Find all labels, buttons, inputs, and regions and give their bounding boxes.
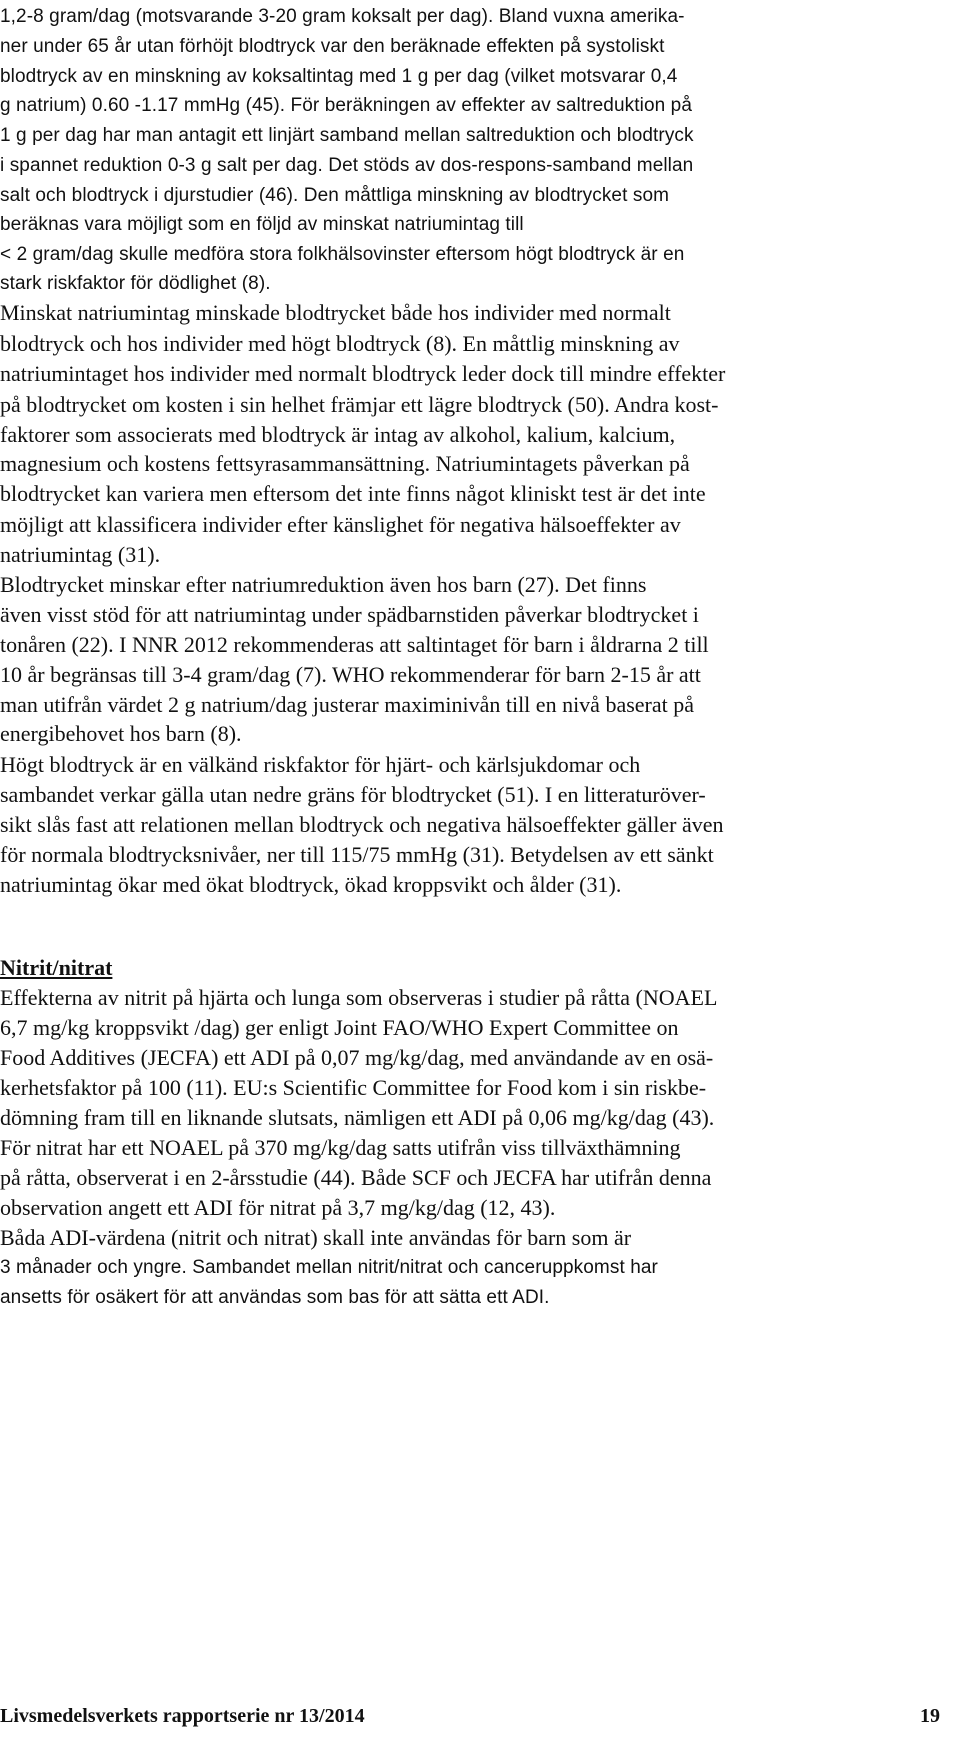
- text-line: g natrium) 0.60 -1.17 mmHg (45). För beräkningen av effekter av saltreduktion på: [0, 95, 692, 116]
- section-heading: Nitrit/nitrat: [0, 955, 113, 980]
- text-line: 3 månader och yngre. Sambandet mellan nitrit/nitrat och canceruppkomst har: [0, 1257, 658, 1278]
- text-line: på råtta, observerat i en 2-årsstudie (44). Både SCF och JECFA har utifrån denna: [0, 1165, 712, 1190]
- text-line: För nitrat har ett NOAEL på 370 mg/kg/dag satts utifrån viss tillväxthämning: [0, 1135, 681, 1160]
- text-line: 6,7 mg/kg kroppsvikt /dag) ger enligt Joint FAO/WHO Expert Committee on: [0, 1015, 679, 1040]
- text-line: blodtryck av en minskning av koksaltintag med 1 g per dag (vilket motsvarar 0,4: [0, 66, 678, 87]
- text-line: Blodtrycket minskar efter natriumreduktion även hos barn (27). Det finns: [0, 572, 647, 597]
- text-line: även visst stöd för att natriumintag under spädbarnstiden påverkar blodtrycket i: [0, 602, 699, 627]
- text-line: möjligt att klassificera individer efter känslighet för negativa hälsoeffekter av: [0, 512, 681, 537]
- text-line: < 2 gram/dag skulle medföra stora folkhälsovinster eftersom högt blodtryck är en: [0, 244, 685, 265]
- text-line: Effekterna av nitrit på hjärta och lunga som observeras i studier på råtta (NOAEL: [0, 985, 718, 1010]
- text-line: 1,2-8 gram/dag (motsvarande 3-20 gram koksalt per dag). Bland vuxna amerika-: [0, 6, 685, 27]
- text-line: stark riskfaktor för dödlighet (8).: [0, 273, 271, 294]
- text-line: 10 år begränsas till 3-4 gram/dag (7). WHO rekommenderar för barn 2-15 år att: [0, 662, 701, 687]
- text-line: för normala blodtrycksnivåer, ner till 115/75 mmHg (31). Betydelsen av ett sänkt: [0, 842, 714, 867]
- text-line: dömning fram till en liknande slutsats, nämligen ett ADI på 0,06 mg/kg/dag (43).: [0, 1105, 715, 1130]
- text-line: faktorer som associerats med blodtryck är intag av alkohol, kalium, kalcium,: [0, 422, 676, 447]
- text-line: 1 g per dag har man antagit ett linjärt samband mellan saltreduktion och blodtryck: [0, 125, 694, 146]
- text-line: Food Additives (JECFA) ett ADI på 0,07 mg/kg/dag, med användande av en osä-: [0, 1045, 714, 1070]
- text-line: blodtryck och hos individer med högt blodtryck (8). En måttlig minskning av: [0, 331, 680, 356]
- text-line: i spannet reduktion 0-3 g salt per dag. Det stöds av dos-respons-samband mellan: [0, 155, 694, 176]
- text-line: kerhetsfaktor på 100 (11). EU:s Scientific Committee for Food kom i sin riskbe-: [0, 1075, 707, 1100]
- text-line: energibehovet hos barn (8).: [0, 721, 242, 746]
- text-line: observation angett ett ADI för nitrat på 3,7 mg/kg/dag (12, 43).: [0, 1195, 556, 1220]
- text-line: Högt blodtryck är en välkänd riskfaktor för hjärt- och kärlsjukdomar och: [0, 752, 641, 777]
- text-line: sambandet verkar gälla utan nedre gräns för blodtrycket (51). I en litteraturöver-: [0, 782, 706, 807]
- text-line: natriumintaget hos individer med normalt blodtryck leder dock till mindre effekter: [0, 361, 726, 386]
- text-line: magnesium och kostens fettsyrasammansättning. Natriumintagets påverkan på: [0, 451, 690, 476]
- text-line: natriumintag ökar med ökat blodtryck, ökad kroppsvikt och ålder (31).: [0, 872, 622, 897]
- text-line: ner under 65 år utan förhöjt blodtryck var den beräknade effekten på systoliskt: [0, 36, 665, 57]
- text-line: blodtrycket kan variera men eftersom det inte finns något kliniskt test är det inte: [0, 481, 706, 506]
- text-line: tonåren (22). I NNR 2012 rekommenderas att saltintaget för barn i åldrarna 2 till: [0, 632, 709, 657]
- text-line: salt och blodtryck i djurstudier (46). Den måttliga minskning av blodtrycket som: [0, 185, 670, 206]
- text-line: sikt slås fast att relationen mellan blodtryck och negativa hälsoeffekter gäller även: [0, 812, 724, 837]
- text-line: natriumintag (31).: [0, 542, 161, 567]
- text-line: man utifrån värdet 2 g natrium/dag justerar maximinivån till en nivå baserat på: [0, 692, 694, 717]
- text-line: ansetts för osäkert för att användas som bas för att sätta ett ADI.: [0, 1287, 550, 1308]
- footer-series: Livsmedelsverkets rapportserie nr 13/2014: [0, 1705, 365, 1727]
- page-number: 19: [920, 1705, 940, 1727]
- text-line: Båda ADI-värdena (nitrit och nitrat) skall inte användas för barn som är: [0, 1225, 632, 1250]
- text-line: Minskat natriumintag minskade blodtrycket både hos individer med normalt: [0, 300, 671, 325]
- text-line: på blodtrycket om kosten i sin helhet främjar ett lägre blodtryck (50). Andra kost-: [0, 392, 719, 417]
- text-line: beräknas vara möjligt som en följd av minskat natriumintag till: [0, 214, 524, 235]
